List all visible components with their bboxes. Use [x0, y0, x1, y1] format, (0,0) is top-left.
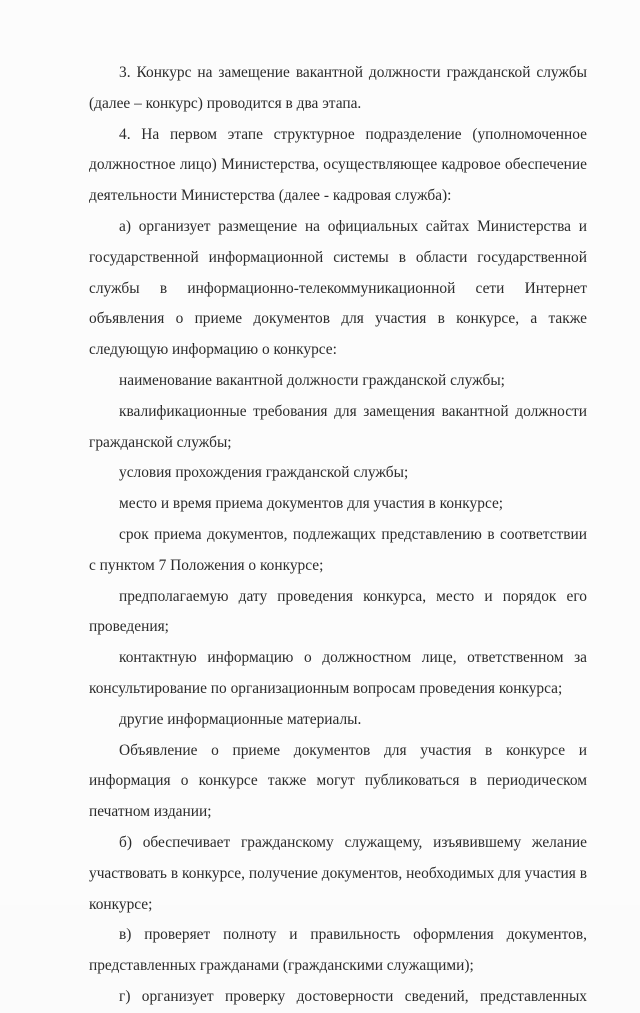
paragraph-list-contact: контактную информацию о должностном лице, ответственном за консультирование по организационным вопросам проведения конкурса;	[89, 649, 587, 697]
paragraph-subitem-b: б) обеспечивает гражданскому служащему, изъявившему желание участвовать в конкурсе, получение документов, необходимых для участия в конкурсе;	[89, 833, 587, 913]
paragraph-list-contest-date: предполагаемую дату проведения конкурса, место и порядок его проведения;	[89, 587, 587, 636]
paragraph-item-4: 4. На первом этапе структурное подразделение (уполномоченное должностное лицо) Министерства, осуществляющее кадровое обеспечение деятельности Министерства (далее - кадровая служба):	[89, 125, 587, 205]
paragraph-list-qualification: квалификационные требования для замещения вакантной должности гражданской службы;	[89, 402, 587, 451]
paragraph-subitem-a: а) организует размещение на официальных сайтах Министерства и государственной информационной системы в области государственной службы в информационно-телекоммуникационной сети Интернет объявления о приеме документов для участия в конкурсе, а также следующую информацию о конкурсе:	[89, 217, 587, 359]
paragraph-list-position-name: наименование вакантной должности гражданской службы;	[119, 371, 505, 389]
document-body	[89, 58, 587, 1013]
paragraph-list-deadline: срок приема документов, подлежащих представлению в соответствии с пунктом 7 Положения о конкурсе;	[89, 525, 587, 574]
paragraph-list-other: другие информационные материалы.	[119, 710, 362, 728]
paragraph-list-place-time: место и время приема документов для участия в конкурсе;	[119, 495, 504, 513]
paragraph-announcement: Объявление о приеме документов для участия в конкурсе и информация о конкурсе также могут публиковаться в периодическом печатном издании;	[89, 741, 587, 821]
paragraph-list-conditions: условия прохождения гражданской службы;	[119, 464, 409, 482]
paragraph-item-3: 3. Конкурс на замещение вакантной должности гражданской службы (далее – конкурс) проводится в два этапа.	[89, 64, 587, 112]
paragraph-subitem-g: г) организует проверку достоверности сведений, представленных	[119, 987, 587, 1005]
paragraph-subitem-v: в) проверяет полноту и правильность оформления документов, представленных гражданами (гражданскими служащими);	[89, 926, 587, 975]
